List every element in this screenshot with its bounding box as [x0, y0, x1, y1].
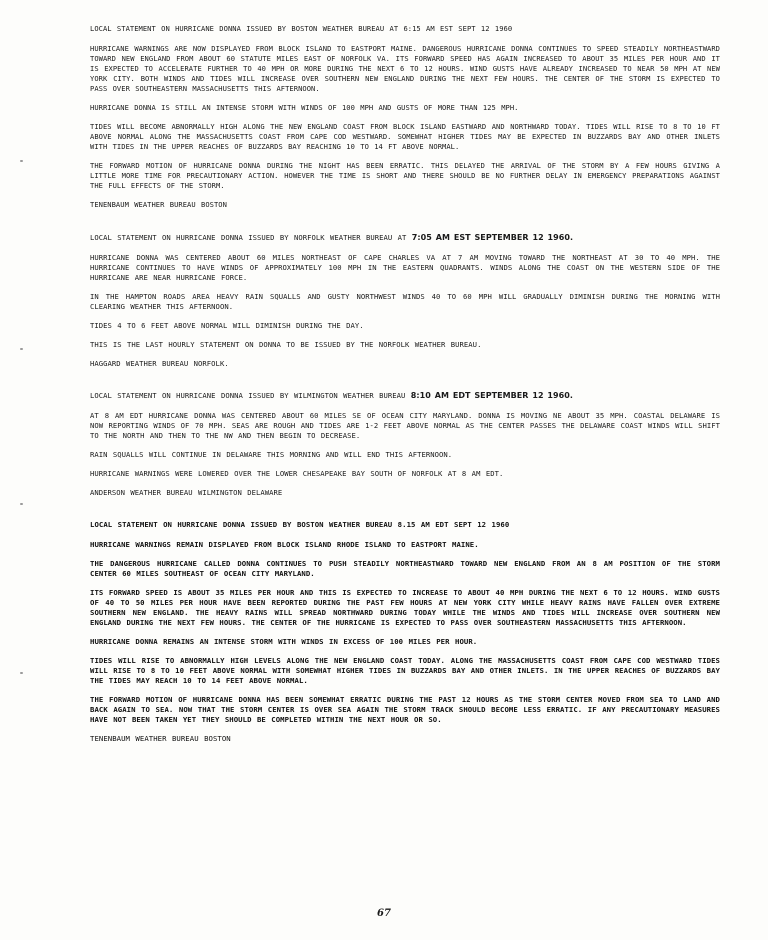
statement-signature: ANDERSON WEATHER BUREAU WILMINGTON DELAWARE [90, 488, 283, 497]
statement-wilmington-810 [90, 391, 720, 498]
statement-signature: HAGGARD WEATHER BUREAU NORFOLK. [90, 359, 229, 368]
statement-heading-time: 7:05 AM EST SEPTEMBER 12 1960. [411, 233, 574, 242]
statement-signature: TENENBAUM WEATHER BUREAU BOSTON [90, 200, 227, 209]
statement-norfolk-705 [90, 233, 720, 369]
statement-heading-text: LOCAL STATEMENT ON HURRICANE DONNA ISSUED BY WILMINGTON WEATHER BUREAU [90, 391, 406, 400]
scan-speck [20, 503, 23, 505]
scan-speck [20, 348, 23, 350]
statements-body [90, 24, 720, 744]
statement-paragraph: RAIN SQUALLS WILL CONTINUE IN DELAWARE THIS MORNING AND WILL END THIS AFTERNOON. [90, 450, 453, 459]
statement-paragraph: ITS FORWARD SPEED IS ABOUT 35 MILES PER HOUR AND THIS IS EXPECTED TO INCREASE TO ABOUT 40 MPH DURING THE NEXT 6 TO 12 HOURS. WIND GUSTS OF 40 TO 50 MILES PER HOUR HAVE BEEN REPORTED DURING THE PAST FEW HOURS AT NEW YORK CITY WHILE HEAVY RAINS HAVE FALLEN OVER EXTREME SOUTHERN NEW ENGLAND. THE HEAVY RAINS WILL SPREAD NORTHWARD DURING TODAY WHILE THE WINDS AND TIDES WILL INCREASE OVER SOUTHERN NEW ENGLAND DURING THE NEXT FEW HOURS. THE CENTER OF THE HURRICANE IS EXPECTED TO PASS OVER SOUTHEASTERN MASSACHUSETTS THIS AFTERNOON. [90, 588, 720, 627]
statement-paragraph: IN THE HAMPTON ROADS AREA HEAVY RAIN SQUALLS AND GUSTY NORTHWEST WINDS 40 TO 60 MPH WILL GRADUALLY DIMINISH DURING THE MORNING WITH CLEARING WEATHER THIS AFTERNOON. [90, 292, 720, 311]
statement-paragraph: HURRICANE DONNA WAS CENTERED ABOUT 60 MILES NORTHEAST OF CAPE CHARLES VA AT 7 AM MOVING TOWARD THE NORTHEAST AT 30 TO 40 MPH. THE HURRICANE CONTINUES TO HAVE WINDS OF APPROXIMATELY 100 MPH IN THE EASTERN QUADRANTS. WINDS ALONG THE COAST ON THE WESTERN SIDE OF THE HURRICANE ARE NEAR HURRICANE FORCE. [90, 253, 720, 282]
statement-heading: LOCAL STATEMENT ON HURRICANE DONNA ISSUED BY BOSTON WEATHER BUREAU 8.15 AM EDT SEPT 12 1960 [90, 520, 510, 529]
statement-paragraph: TIDES WILL BECOME ABNORMALLY HIGH ALONG THE NEW ENGLAND COAST FROM BLOCK ISLAND EASTWARD AND NORTHWARD TODAY. TIDES WILL RISE TO 8 TO 10 FT ABOVE NORMAL ALONG THE MASSACHUSETTS COAST FROM CAPE COD WESTWARD. SOMEWHAT HIGHER TIDES MAY BE EXPECTED IN BUZZARDS BAY AND OTHER INLETS WITH TIDES IN THE UPPER REACHES OF BUZZARDS BAY REACHING 10 TO 14 FT ABOVE NORMAL. [90, 122, 720, 151]
statement-heading-text: LOCAL STATEMENT ON HURRICANE DONNA ISSUED BY NORFOLK WEATHER BUREAU AT [90, 233, 407, 242]
statement-paragraph: THE FORWARD MOTION OF HURRICANE DONNA HAS BEEN SOMEWHAT ERRATIC DURING THE PAST 12 HOURS AS THE STORM CENTER MOVED FROM SEA TO LAND AND BACK AGAIN TO SEA. NOW THAT THE STORM CENTER IS OVER SEA AGAIN THE STORM TRACK SHOULD BECOME LESS ERRATIC. IF ANY PRECAUTIONARY MEASURES HAVE NOT BEEN TAKEN YET THEY SHOULD BE COMPLETED WITHIN THE NEXT HOUR OR SO. [90, 695, 720, 724]
statement-boston-615 [90, 24, 720, 210]
statement-paragraph: HURRICANE WARNINGS ARE NOW DISPLAYED FROM BLOCK ISLAND TO EASTPORT MAINE. DANGEROUS HURRICANE DONNA CONTINUES TO SPEED STEADILY NORTHEASTWARD TOWARD NEW ENGLAND FROM ABOUT 60 STATUTE MILES EAST OF NORFOLK VA. ITS FORWARD SPEED HAS AGAIN INCREASED TO ABOUT 35 MILES PER HOUR AND IT IS EXPECTED TO ACCELERATE FURTHER TO 40 MPH OR MORE DURING THE NEXT 6 TO 12 HOURS. WIND GUSTS HAVE ALREADY INCREASED TO NEAR 50 MPH AT NEW YORK CITY. BOTH WINDS AND TIDES WILL INCREASE OVER SOUTHERN NEW ENGLAND DURING THE NEXT FEW HOURS. THE CENTER OF THE STORM IS EXPECTED TO PASS OVER SOUTHEASTERN MASSACHUSETTS THIS AFTERNOON. [90, 44, 720, 93]
statement-paragraph: TIDES 4 TO 6 FEET ABOVE NORMAL WILL DIMINISH DURING THE DAY. [90, 321, 364, 330]
statement-paragraph: HURRICANE DONNA IS STILL AN INTENSE STORM WITH WINDS OF 100 MPH AND GUSTS OF MORE THAN 125 MPH. [90, 103, 519, 112]
statement-paragraph: HURRICANE DONNA REMAINS AN INTENSE STORM WITH WINDS IN EXCESS OF 100 MILES PER HOUR. [90, 637, 478, 646]
statement-paragraph: THE DANGEROUS HURRICANE CALLED DONNA CONTINUES TO PUSH STEADILY NORTHEASTWARD TOWARD NEW ENGLAND FROM AN 8 AM POSITION OF THE STORM CENTER 60 MILES SOUTHEAST OF OCEAN CITY MARYLAND. [90, 559, 720, 578]
scan-speck [20, 672, 23, 674]
statement-boston-815 [90, 520, 720, 744]
page-number: 67 [377, 908, 391, 919]
statement-paragraph: TIDES WILL RISE TO ABNORMALLY HIGH LEVELS ALONG THE NEW ENGLAND COAST TODAY. ALONG THE MASSACHUSETTS COAST FROM CAPE COD WESTWARD TIDES WILL RISE TO 8 TO 10 FEET ABOVE NORMAL WITH SOMEWHAT HIGHER TIDES IN BUZZARDS BAY AND OTHER INLETS. IN THE UPPER REACHES OF BUZZARDS BAY THE TIDES MAY REACH 10 TO 14 FEET ABOVE NORMAL. [90, 656, 720, 685]
statement-paragraph: THIS IS THE LAST HOURLY STATEMENT ON DONNA TO BE ISSUED BY THE NORFOLK WEATHER BUREAU. [90, 340, 482, 349]
scan-speck [20, 160, 23, 162]
statement-heading [90, 233, 720, 243]
statement-paragraph: HURRICANE WARNINGS REMAIN DISPLAYED FROM BLOCK ISLAND RHODE ISLAND TO EASTPORT MAINE. [90, 540, 479, 549]
statement-paragraph: AT 8 AM EDT HURRICANE DONNA WAS CENTERED ABOUT 60 MILES SE OF OCEAN CITY MARYLAND. DONNA IS MOVING NE ABOUT 35 MPH. COASTAL DELAWARE IS NOW REPORTING WINDS OF 70 MPH. SEAS ARE ROUGH AND TIDES ARE 1-2 FEET ABOVE NORMAL AS THE CENTER PASSES THE DELAWARE COAST WINDS WILL SHIFT TO THE NORTH AND THEN TO THE NW AND THEN BEGIN TO DECREASE. [90, 411, 720, 440]
statement-heading: LOCAL STATEMENT ON HURRICANE DONNA ISSUED BY BOSTON WEATHER BUREAU AT 6:15 AM EST SEPT 12 1960 [90, 24, 513, 33]
statement-paragraph: HURRICANE WARNINGS WERE LOWERED OVER THE LOWER CHESAPEAKE BAY SOUTH OF NORFOLK AT 8 AM EDT. [90, 469, 504, 478]
statement-heading-time: 8:10 AM EDT SEPTEMBER 12 1960. [410, 391, 573, 400]
statement-signature: TENENBAUM WEATHER BUREAU BOSTON [90, 734, 231, 743]
statement-heading [90, 391, 720, 401]
statement-paragraph: THE FORWARD MOTION OF HURRICANE DONNA DURING THE NIGHT HAS BEEN ERRATIC. THIS DELAYED THE ARRIVAL OF THE STORM BY A FEW HOURS GIVING A LITTLE MORE TIME FOR PRECAUTIONARY ACTION. HOWEVER THE TIME IS SHORT AND THERE SHOULD BE NO FURTHER DELAY IN EMERGENCY PREPARATIONS AGAINST THE FULL EFFECTS OF THE STORM. [90, 161, 720, 190]
